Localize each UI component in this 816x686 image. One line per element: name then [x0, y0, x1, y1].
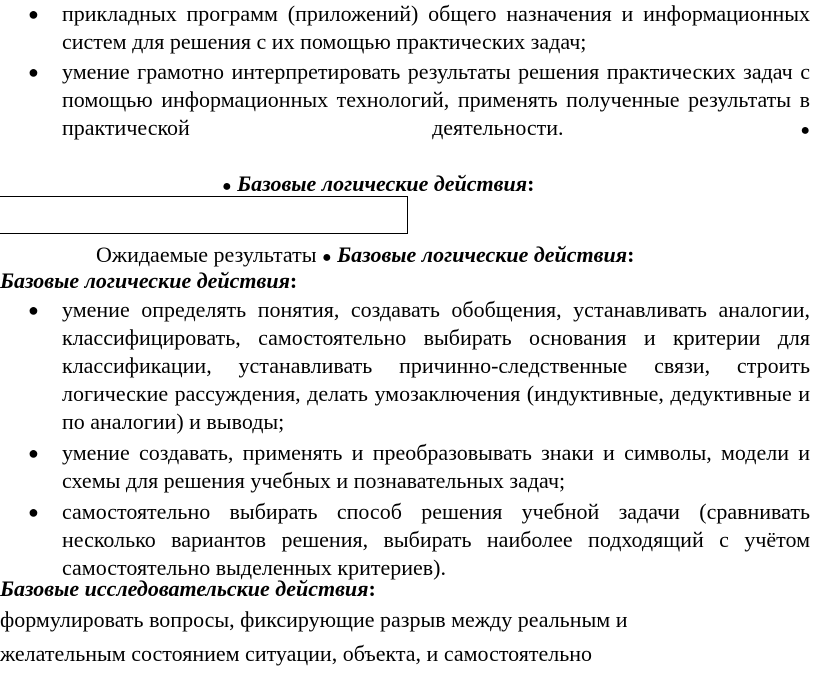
- section-heading-text: Базовые логические действия: [0, 268, 290, 293]
- expected-results-heading: Базовые логические действия: [337, 242, 628, 267]
- list-item-text: умение создавать, применять и преобразовывать знаки и символы, модели и схемы для решения учебных и познавательных задач;: [62, 440, 810, 493]
- logic-bullet-list: [0, 296, 816, 582]
- list-item: [0, 0, 816, 56]
- paragraph-line: формулировать вопросы, фиксирующие разрыв между реальным и: [0, 607, 628, 632]
- list-item-text: самостоятельно выбирать способ решения учебной задачи (сравнивать несколько вариантов решения, выбирать наиболее подходящий с учётом самостоятельно выделенных критериев).: [62, 499, 810, 580]
- bullet-icon: ●: [222, 178, 232, 195]
- list-item-text: прикладных программ (приложений) общего назначения и информационных систем для решения с их помощью практических задач;: [62, 1, 810, 54]
- bullet-icon: ●: [28, 4, 39, 24]
- section-heading-colon: :: [368, 576, 376, 601]
- bullet-icon: ●: [28, 443, 39, 463]
- bullet-icon: ●: [322, 249, 332, 266]
- bullet-icon: ●: [28, 62, 39, 82]
- section-heading-colon: :: [289, 268, 298, 293]
- list-item: [0, 439, 816, 495]
- expected-results-prefix: Ожидаемые результаты: [96, 242, 317, 267]
- heading-text: Базовые логические действия: [237, 171, 528, 196]
- bullet-icon: ●: [28, 300, 39, 320]
- section-heading-research: [0, 575, 376, 603]
- list-item-text: умение грамотно интерпретировать результаты решения практических задач с помощью информационных технологий, применять полученные результаты в практической деятельности.: [62, 59, 810, 140]
- trailing-bullet-icon: ●: [563, 122, 810, 139]
- list-item: [0, 498, 816, 582]
- heading-colon: :: [527, 171, 535, 196]
- empty-frame: [0, 196, 408, 234]
- section-heading-text: Базовые исследовательские действия: [0, 576, 369, 601]
- top-bullet-list: [0, 0, 816, 145]
- list-item: [0, 296, 816, 436]
- list-item: [0, 58, 816, 145]
- expected-results-colon: :: [627, 242, 635, 267]
- list-item-text: умение определять понятия, создавать обобщения, устанавливать аналогии, классифицировать, самостоятельно выбирать основания и критерии для классификации, устанавливать причинно-следственные связи, строить логические рассуждения, делать умозаключения (индуктивные, дедуктивные и по аналогии) и выводы;: [62, 297, 810, 434]
- paragraph-line: желательным состоянием ситуации, объекта, и самостоятельно: [0, 641, 593, 666]
- section-heading-logic: [0, 267, 297, 295]
- bullet-icon: ●: [28, 502, 39, 522]
